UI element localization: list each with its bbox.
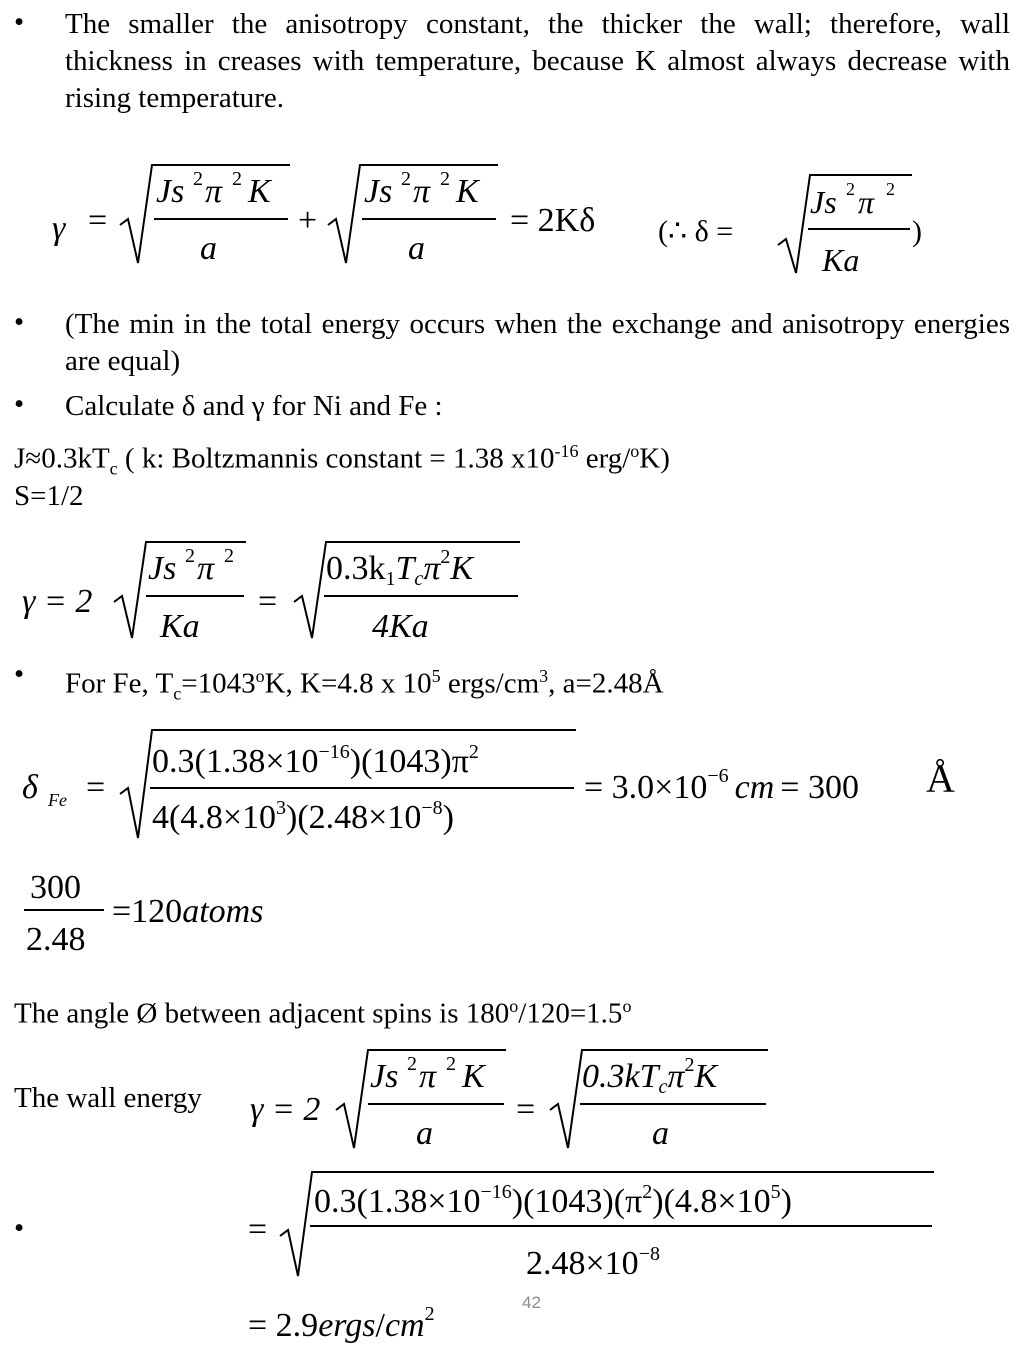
delta-subscript: Fe: [48, 790, 67, 810]
exponent: 2: [846, 179, 855, 199]
spin-value-line: S=1/2: [14, 480, 84, 512]
fraction-numerator: $0.3(1.38\times 10^{-16})(1043)\pi^2$: [152, 741, 479, 780]
bullet-marker: •: [14, 6, 25, 38]
fraction-denominator-a: a: [200, 230, 217, 267]
delta-symbol: δ: [22, 769, 38, 806]
gamma-symbol: γ: [52, 210, 66, 247]
exponent: 2: [185, 545, 195, 567]
wall-energy-numeric-equation: [246, 1162, 946, 1286]
bullet-marker: •: [14, 1212, 25, 1244]
equation-rhs: = 2Kδ: [510, 202, 596, 239]
fraction-denominator: 2.48: [26, 921, 86, 958]
fraction-numerator: $0.3(1.38\times 10^{-16})(1043)(\pi^2)(4.8\times 10^5)$: [314, 1181, 792, 1220]
exponent: 2: [401, 168, 411, 190]
exponent: 2: [193, 168, 203, 190]
domain-wall-energy-equation: [40, 155, 1000, 280]
fraction-numerator-js: Js: [810, 184, 837, 220]
equals-sign: =: [88, 202, 108, 239]
page-number: 42: [522, 1293, 541, 1312]
equals-sign: =: [248, 1211, 268, 1248]
k-symbol: K: [462, 1058, 485, 1095]
bullet-2-text: (The min in the total energy occurs when the exchange and anisotropy energies are equal): [65, 308, 1010, 377]
equation-result: = $3.0\times 10^{-6}$ cm = 300: [584, 765, 859, 806]
gamma-lhs: γ = 2: [250, 1091, 321, 1128]
spin-angle-line: The angle Ø between adjacent spins is $180^o/120=1.5^o$: [14, 996, 632, 1030]
wall-energy-equation: [248, 1040, 788, 1160]
exponent: 2: [446, 1053, 456, 1075]
bullet-3-text: Calculate δ and γ for Ni and Fe :: [65, 390, 443, 422]
fraction-numerator-js: Js: [156, 173, 185, 210]
fraction-numerator: 0.3kTcπ$^2$K: [582, 1054, 718, 1098]
pi-symbol: π: [413, 173, 431, 210]
fraction-numerator-js: Js: [364, 173, 393, 210]
bullet-1-text: The smaller the anisotropy constant, the thicker the wall; therefore, wall thickness in creases with temperature, because K almost always decrease with rising temperature.: [65, 8, 1010, 114]
pi-symbol: π: [419, 1058, 437, 1095]
atoms-equation: [14, 862, 334, 962]
wall-energy-label: The wall energy: [14, 1082, 202, 1114]
atoms-result: =120atoms: [112, 893, 264, 930]
exponent: 2: [232, 168, 242, 190]
pi-symbol: π: [205, 173, 223, 210]
fraction-denominator-ka: Ka: [822, 242, 860, 278]
bullet-marker: •: [14, 658, 25, 690]
equals-sign: =: [258, 583, 278, 620]
exponent: 2: [224, 545, 234, 567]
therefore-expression: (∴ δ =: [658, 215, 734, 248]
fraction-denominator-a: a: [408, 230, 425, 267]
fe-parameters-line: For Fe, $T_c=1043^oK$, K=4.8 x $10^5$ ergs/$cm^3$, a=2.48Å: [65, 666, 664, 704]
wall-energy-result: [246, 1298, 526, 1350]
fraction-numerator: 300: [30, 869, 81, 906]
gamma-equation-ni: [14, 532, 554, 650]
fraction-numerator-js: Js: [148, 550, 177, 587]
fraction-denominator: 4Ka: [372, 608, 429, 645]
fraction-numerator: 0.3k1Tcπ$^2$K: [326, 546, 474, 590]
equals-sign: =: [516, 1091, 536, 1128]
angstrom-symbol: Å: [926, 756, 955, 801]
fraction-denominator: $2.48\times 10^{-8}$: [526, 1243, 660, 1282]
bullet-marker: •: [14, 306, 25, 338]
gamma-lhs: γ = 2: [22, 583, 93, 620]
bullet-marker: •: [14, 388, 25, 420]
pi-symbol: π: [197, 550, 215, 587]
fraction-denominator: $4(4.8\times 10^3)(2.48\times 10^{-8})$: [152, 797, 454, 836]
fraction-denominator-ka: Ka: [160, 608, 200, 645]
fraction-numerator-js: Js: [370, 1058, 399, 1095]
fraction-denominator-a: a: [652, 1115, 669, 1152]
exponent: 2: [440, 168, 450, 190]
fraction-denominator-a: a: [416, 1115, 433, 1152]
exchange-constant-line: $J\approx 0.3kT_c$ ( k: Boltzmannis constant = 1.38 $x10^{-16}$ erg/$^o$K): [14, 441, 670, 479]
closing-paren: ): [912, 215, 922, 248]
result-value: = $2.9ergs/cm^2$: [248, 1303, 435, 1344]
equals-sign: =: [86, 769, 106, 806]
k-symbol: K: [456, 173, 479, 210]
exponent: 2: [407, 1053, 417, 1075]
k-symbol: K: [248, 173, 271, 210]
plus-sign: +: [298, 202, 318, 239]
wall-thickness-fe-equation: [14, 718, 1004, 848]
exponent: 2: [886, 179, 895, 199]
pi-symbol: π: [858, 184, 875, 220]
